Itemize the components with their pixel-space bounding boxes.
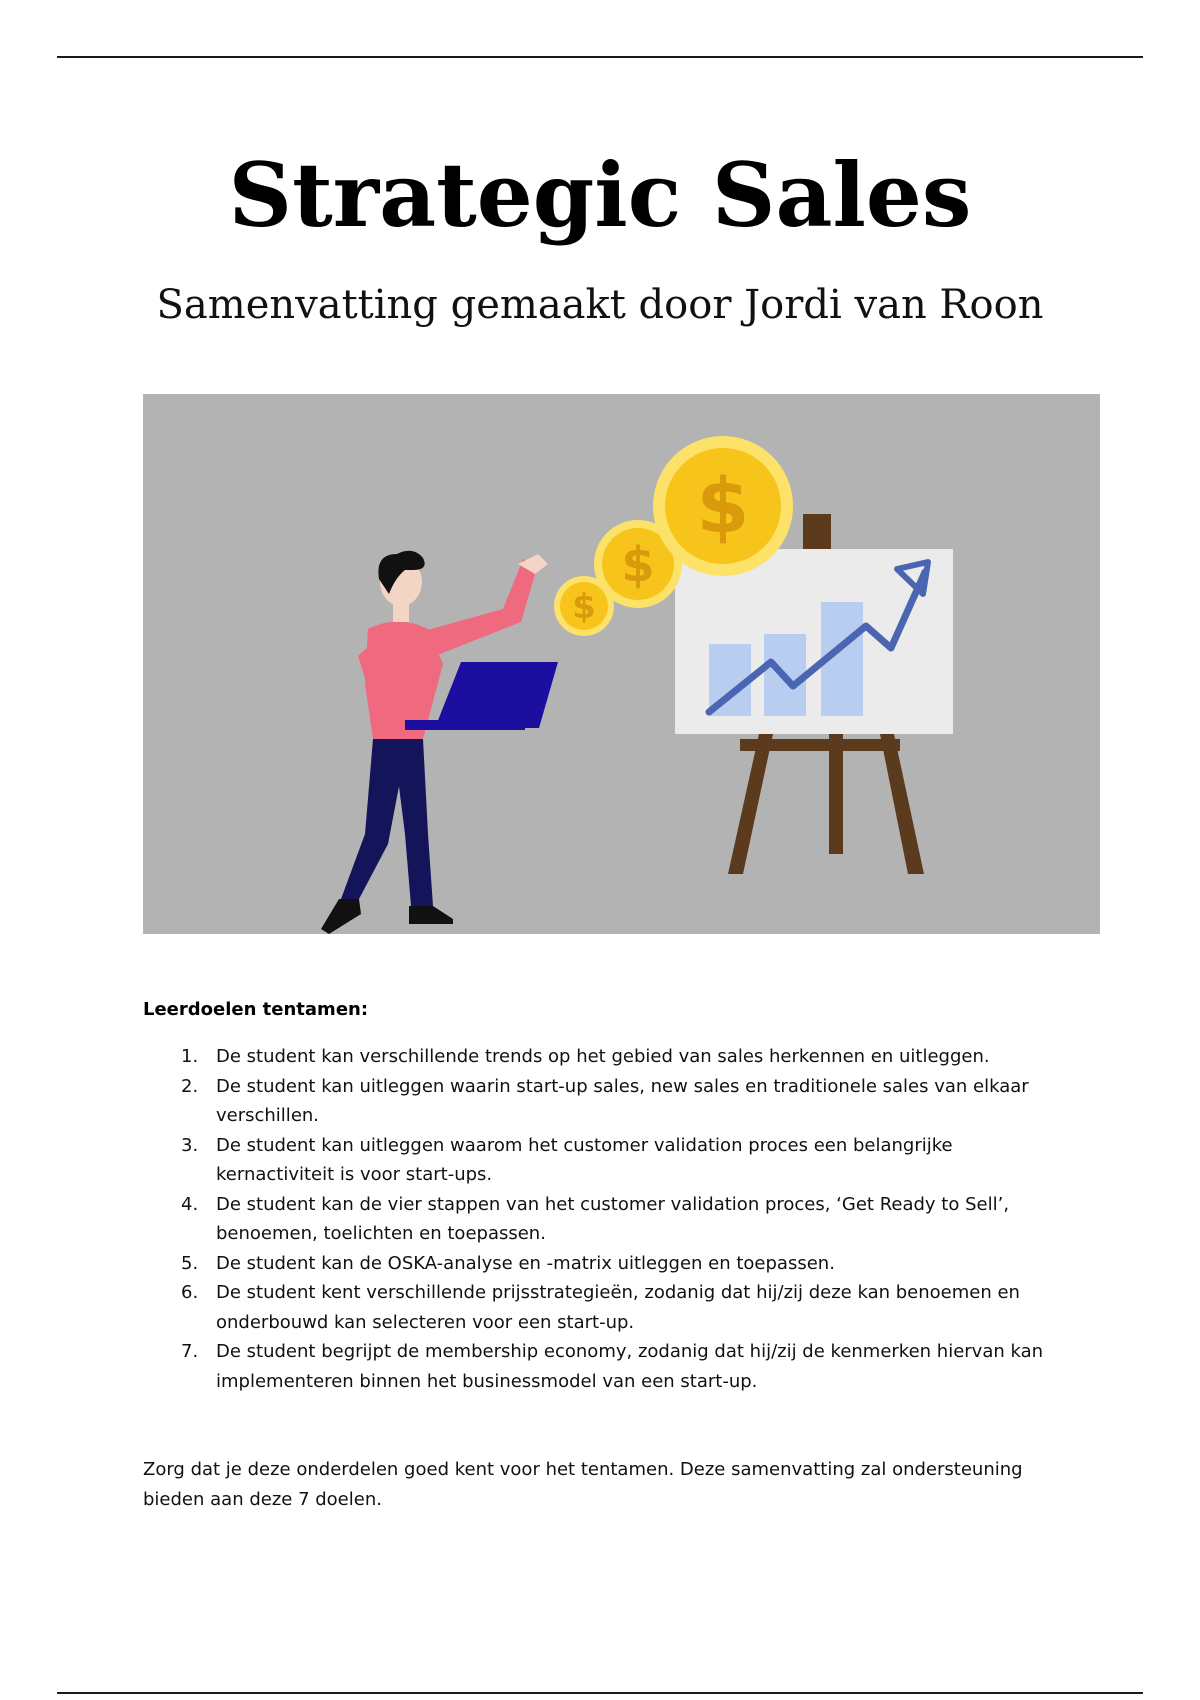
list-item-number: 2. bbox=[181, 1075, 199, 1097]
list-item bbox=[143, 1072, 1073, 1131]
list-item bbox=[143, 1131, 1073, 1190]
list-item bbox=[143, 1278, 1073, 1337]
list-item bbox=[143, 1337, 1073, 1396]
coin-icon bbox=[653, 436, 793, 576]
list-item bbox=[143, 1042, 1073, 1072]
section-heading: Leerdoelen tentamen: bbox=[143, 999, 369, 1020]
list-item-number: 7. bbox=[181, 1341, 199, 1362]
closing-paragraph: Zorg dat je deze onderdelen goed kent voor het tentamen. Deze samenvatting zal ondersteuning bieden aan deze 7 doelen. bbox=[143, 1459, 1023, 1510]
svg-text:$: $ bbox=[572, 587, 596, 627]
learning-goals-list bbox=[143, 1042, 1073, 1396]
list-item-text: De student kan uitleggen waarom het customer validation proces een belangrijke kernactiviteit is voor start-ups. bbox=[216, 1134, 953, 1185]
bottom-divider bbox=[57, 1692, 1143, 1694]
list-item-text: De student kan de OSKA-analyse en -matrix uitleggen en toepassen. bbox=[216, 1252, 835, 1274]
svg-text:$: $ bbox=[621, 537, 655, 593]
list-item-text: De student begrijpt de membership economy, zodanig dat hij/zij de kenmerken hiervan kan implementeren binnen het businessmodel van een start-up. bbox=[216, 1341, 1044, 1392]
list-item-number: 5. bbox=[181, 1252, 199, 1274]
cover-illustration bbox=[143, 394, 1100, 934]
person-icon bbox=[321, 551, 548, 934]
list-item bbox=[143, 1190, 1073, 1249]
list-item-number: 1. bbox=[181, 1046, 199, 1067]
list-item-text: De student kan de vier stappen van het customer validation proces, ‘Get Ready to Sell’, benoemen, toelichten en toepassen. bbox=[216, 1193, 1010, 1244]
list-item-number: 3. bbox=[181, 1134, 199, 1156]
list-item-text: De student kan verschillende trends op het gebied van sales herkennen en uitleggen. bbox=[216, 1046, 990, 1067]
list-item-number: 6. bbox=[181, 1282, 199, 1303]
list-item bbox=[143, 1249, 1073, 1279]
list-item-text: De student kent verschillende prijsstrategieën, zodanig dat hij/zij deze kan benoemen en onderbouwd kan selecteren voor een start-up. bbox=[216, 1282, 1020, 1333]
svg-text:$: $ bbox=[696, 461, 750, 550]
top-divider bbox=[57, 56, 1143, 58]
document-subtitle: Samenvatting gemaakt door Jordi van Roon bbox=[156, 282, 1044, 328]
list-item-number: 4. bbox=[181, 1193, 199, 1215]
document-title: Strategic Sales bbox=[228, 143, 972, 247]
list-item-text: De student kan uitleggen waarin start-up sales, new sales en traditionele sales van elkaar verschillen. bbox=[216, 1075, 1029, 1126]
